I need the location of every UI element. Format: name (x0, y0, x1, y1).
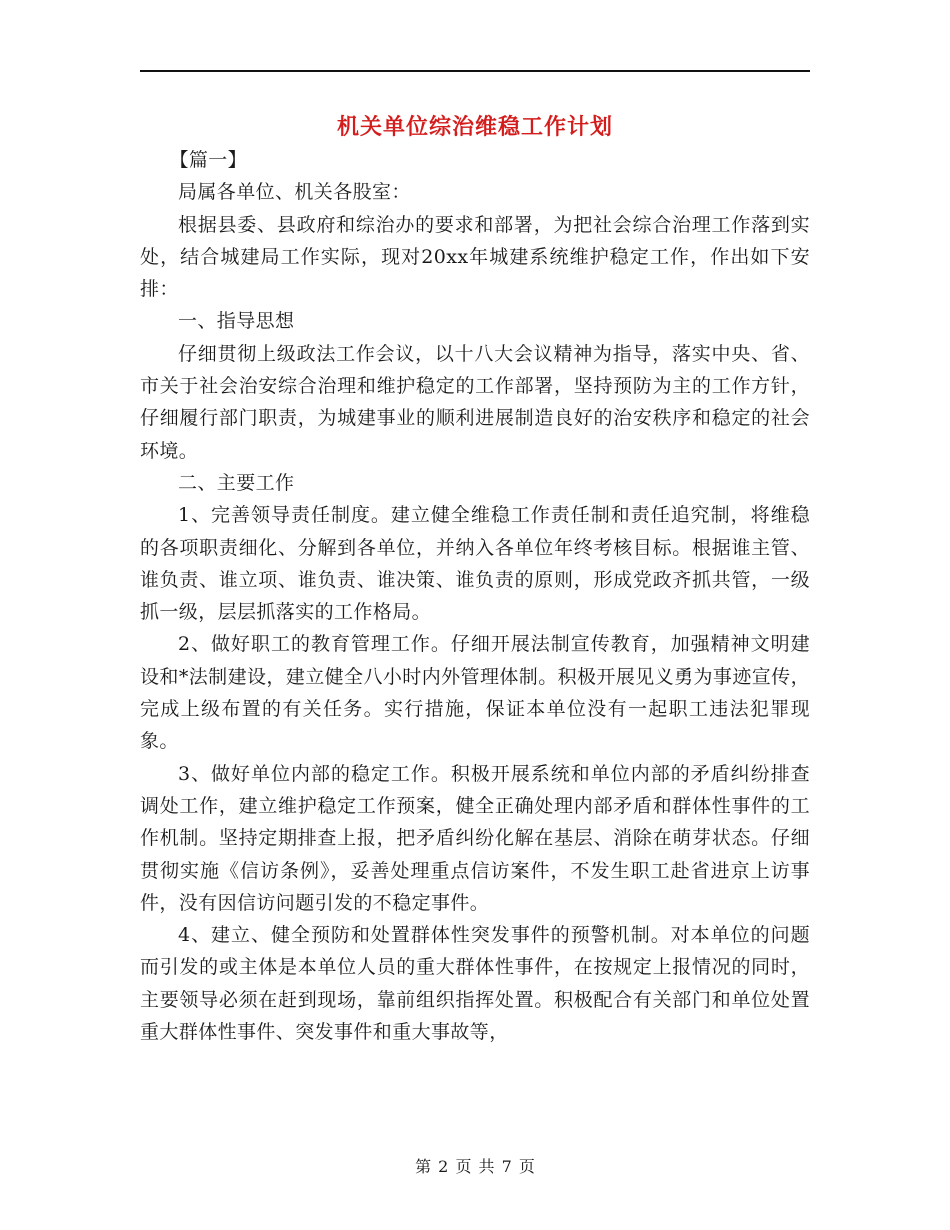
document-body (140, 144, 810, 1048)
paragraph-item-3: 3、做好单位内部的稳定工作。积极开展系统和单位内部的矛盾纠纷排查调处工作，建立维护稳定工作预案，健全正确处理内部矛盾和群体性事件的工作机制。坚持定期排查上报，把矛盾纠纷化解在基层、消除在萌芽状态。仔细贯彻实施《信访条例》，妥善处理重点信访案件，不发生职工赴省进京上访事件，没有因信访问题引发的不稳定事件。 (140, 762, 810, 914)
paragraph-item-2: 2、做好职工的教育管理工作。仔细开展法制宣传教育，加强精神文明建设和*法制建设，建立健全八小时内外管理体制。积极开展见义勇为事迹宣传，完成上级布置的有关任务。实行措施，保证本单位没有一起职工违法犯罪现象。 (140, 633, 810, 753)
paragraph-guiding-thought: 仔细贯彻上级政法工作会议，以十八大会议精神为指导，落实中央、省、市关于社会治安综合治理和维护稳定的工作部署，坚持预防为主的工作方针，仔细履行部门职责，为城建事业的顺利进展制造良好的治安秩序和稳定的社会环境。 (140, 342, 810, 462)
page-number: 第 2 页 共 7 页 (415, 1157, 535, 1176)
paragraph-item-4: 4、建立、健全预防和处置群体性突发事件的预警机制。对本单位的问题而引发的或主体是本单位人员的重大群体性事件，在按规定上报情况的同时，主要领导必须在赶到现场，靠前组织指挥处置。积极配合有关部门和单位处置重大群体性事件、突发事件和重大事故等， (140, 924, 810, 1044)
document-title: 机关单位综治维稳工作计划 (336, 115, 613, 140)
salutation: 局属各单位、机关各股室： (178, 181, 411, 204)
paragraph-item-1: 1、完善领导责任制度。建立健全维稳工作责任制和责任追究制，将维稳的各项职责细化、分解到各单位，并纳入各单位年终考核目标。根据谁主管、谁负责、谁立项、谁负责、谁决策、谁负责的原则，形成党政齐抓共管，一级抓一级，层层抓落实的工作格局。 (140, 504, 810, 624)
section-label: 【篇一】 (169, 149, 248, 171)
header-rule (140, 70, 810, 72)
intro-paragraph: 根据县委、县政府和综治办的要求和部署，为把社会综合治理工作落到实处，结合城建局工作实际，现对20xx年城建系统维护稳定工作，作出如下安排： (140, 213, 810, 301)
heading-main-work: 二、主要工作 (178, 471, 295, 494)
heading-guiding-thought: 一、指导思想 (178, 310, 295, 333)
